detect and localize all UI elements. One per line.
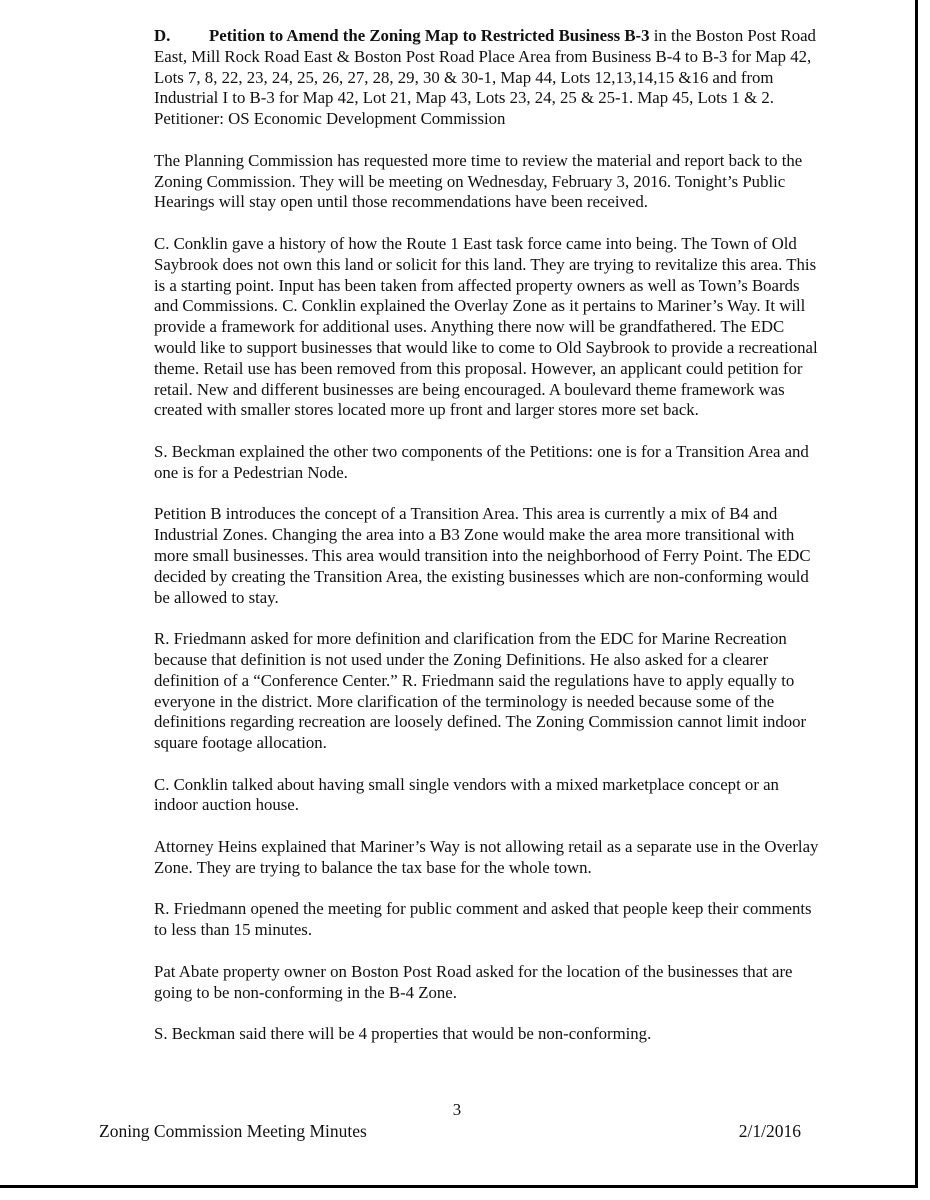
- paragraph-conklin-vendors: C. Conklin talked about having small single vendors with a mixed marketplace concept or an indoor auction house.: [154, 774, 779, 815]
- paragraph-friedmann-definitions: R. Friedmann asked for more definition and clarification from the EDC for Marine Recreation because that definition is not used under the Zoning Definitions. He also asked for a clearer definition of a “Conference Center.” R. Friedmann said the regulations have to apply equally to everyone in the district. More clarification of the terminology is needed because some of the definitions regarding recreation are loosely defined. The Zoning Commission cannot limit indoor square footage allocation.: [154, 629, 807, 753]
- paragraph-conklin-history: C. Conklin gave a history of how the Route 1 East task force came into being. The Town of Old Saybrook does not own this land or solicit for this land. They are trying to revitalize this area. This is a starting point. Input has been taken from affected property owners as well as Town’s Boards and Commissions. C. Conklin explained the Overlay Zone as it pertains to Mariner’s Way. It will provide a framework for additional uses. Anything there now will be grandfathered. The EDC would like to support businesses that would like to come to Old Saybrook to provide a recreational theme. Retail use has been removed from this proposal. However, an applicant could petition for retail. New and different businesses are being encouraged. A boulevard theme framework was created with smaller stores located more up front and larger stores more set back.: [154, 233, 818, 420]
- item-letter: D.: [154, 26, 171, 45]
- minutes-body: [154, 26, 820, 1066]
- paragraph-beckman-answer: S. Beckman said there will be 4 properties that would be non-conforming.: [154, 1024, 652, 1044]
- page-number: 3: [452, 1100, 462, 1119]
- petition-description: in the Boston Post Road East, Mill Rock Road East & Boston Post Road Place Area from Business B-4 to B-3 for Map 42, Lots 7, 8, 22, 23, 24, 25, 26, 27, 28, 29, 30 & 30-1, Map 44, Lots 12,13,14,15 &16 and from Industrial I to B-3 for Map 42, Lot 21, Map 43, Lots 23, 24, 25 & 25-1. Map 45, Lots 1 & 2.: [154, 26, 816, 108]
- paragraph-heins-retail: Attorney Heins explained that Mariner’s Way is not allowing retail as a separate use in the Overlay Zone. They are trying to balance the tax base for the whole town.: [154, 837, 819, 877]
- footer-title: Zoning Commission Meeting Minutes: [99, 1121, 367, 1141]
- paragraph-abate-question: Pat Abate property owner on Boston Post Road asked for the location of the businesses that are going to be non-conforming in the B-4 Zone.: [154, 961, 793, 1002]
- paragraph-beckman-components: S. Beckman explained the other two components of the Petitions: one is for a Transition Area and one is for a Pedestrian Node.: [154, 441, 809, 482]
- agenda-item: [154, 26, 820, 130]
- petitioner-line: Petitioner: OS Economic Development Commission: [154, 109, 506, 129]
- paragraph-petition-b: Petition B introduces the concept of a Transition Area. This area is currently a mix of B4 and Industrial Zones. Changing the area into a B3 Zone would make the area more transitional with more small businesses. This area would transition into the neighborhood of Ferry Point. The EDC decided by creating the Transition Area, the existing businesses which are non-conforming would be allowed to stay.: [154, 504, 811, 607]
- paragraph-planning-commission: The Planning Commission has requested more time to review the material and report back to the Zoning Commission. They will be meeting on Wednesday, February 3, 2016. Tonight’s Public Hearings will stay open until those recommendations have been received.: [154, 150, 803, 212]
- petition-title: Petition to Amend the Zoning Map to Restricted Business B-3: [209, 26, 650, 45]
- footer-date: 2/1/2016: [738, 1121, 801, 1141]
- paragraph-public-comment: R. Friedmann opened the meeting for public comment and asked that people keep their comments to less than 15 minutes.: [154, 899, 812, 940]
